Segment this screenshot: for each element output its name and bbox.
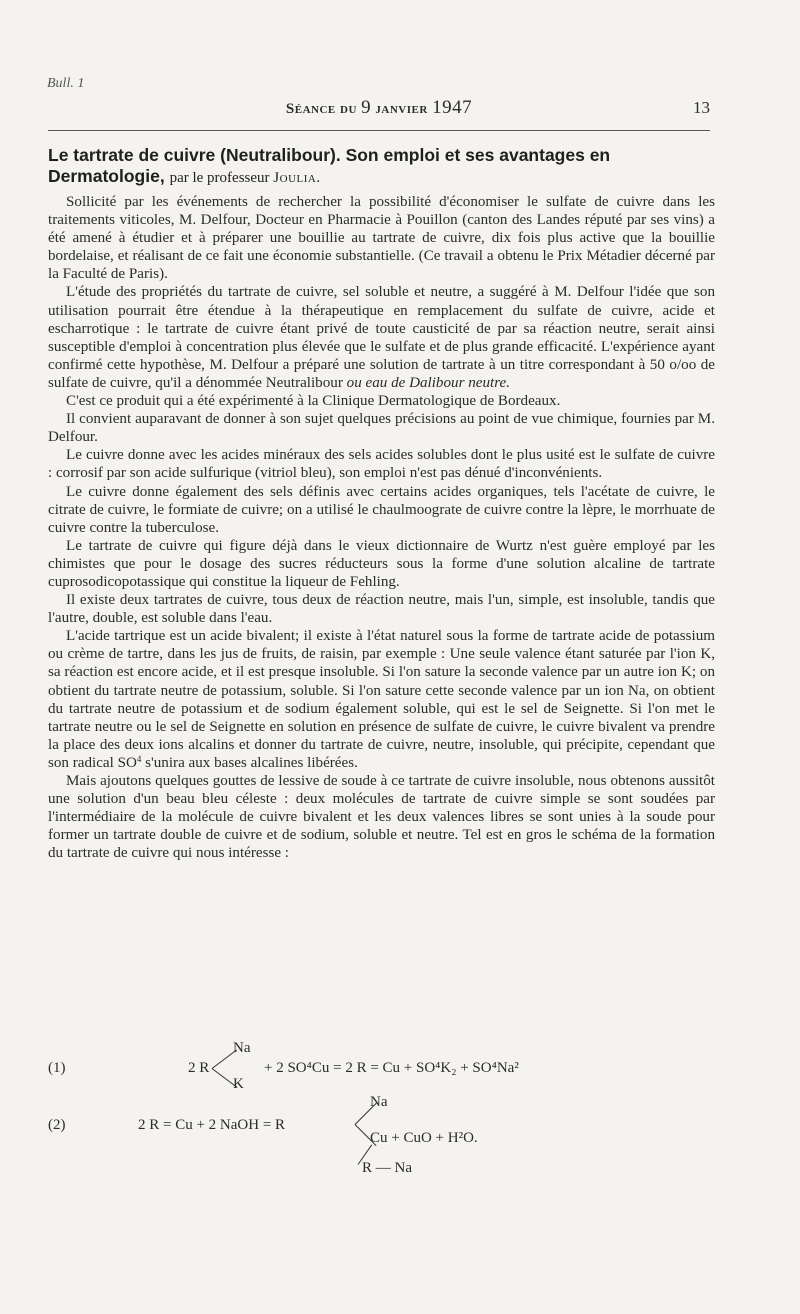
bond-line (212, 1068, 237, 1087)
title-text: Le tartrate de cuivre (Neutralibour). Son emploi et ses avantages en Dermatologie, (48, 145, 611, 186)
title-year: 1947 (432, 97, 473, 118)
title-pre: Séance du (285, 101, 357, 117)
paragraph: Le cuivre donne avec les acides minéraux des sels acides solubles dont le plus usité est le sulfate de cuivre : corrosif par son acide sulfurique (vitriol bleu), son emploi n'est pas dénué d'inconvénients. (48, 447, 715, 482)
equation-2-bottom: R — Na (362, 1160, 412, 1176)
equation-1-na: Na (233, 1040, 251, 1056)
equation-2-na: Na (370, 1094, 388, 1110)
paragraph: Mais ajoutons quelques gouttes de lessive de soude à ce tartrate de cuivre insoluble, nous obtenons aussitôt une solution d'un beau bleu céleste : deux molécules de tartrate de cuivre simple se sont soudées par l'intermédiaire de la molécule de cuivre bivalent et les deux valences libres se sont unies à la soude pour former un tartrate double de cuivre et de sodium, soluble et neutre. Tel est en gros le schéma de la formation du tartrate de cuivre qui nous intéresse : (48, 773, 715, 862)
bond-line (355, 1103, 377, 1125)
paragraph: Le cuivre donne également des sels définis avec certains acides organiques, tels l'acétate de cuivre, le citrate de cuivre, le formiate de cuivre; on a utilisé le chaulmoograte de cuivre contre la lèpre, le morrhuate de cuivre contre la tuberculose. (48, 483, 715, 536)
paragraph-text: s'unira aux bases alcalines libérées. (145, 754, 358, 771)
title-month: janvier (375, 101, 428, 117)
article-body (48, 193, 715, 862)
byline-pre: par le professeur (169, 170, 270, 186)
running-head (48, 94, 710, 124)
title-day: 9 (361, 97, 372, 118)
paragraph: C'est ce produit qui a été expérimenté à la Clinique Dermatologique de Bordeaux. (66, 393, 561, 410)
byline (170, 170, 321, 186)
equation-1-k: K (233, 1076, 244, 1092)
equation-2-lhs: 2 R = Cu + 2 NaOH = R (138, 1117, 286, 1133)
equation-1-label: (1) (48, 1060, 66, 1076)
paragraph-text: L'acide tartrique est un acide bivalent; il existe à l'état naturel sous la forme de tartrate acide de potassium ou crème de tartre, dans les jus de fruits, de raisin, par exemple : Une seule valence étant saturée par l'ion K, sa réaction est encore acide, et il est presque insoluble. Si l'on sature la seconde valence par un autre ion K; on obtient du tartrate neutre de potassium, soluble. Si l'on sature cette seconde valence par un ion Na, on obtient du tartrate neutre de potassium et de sodium également soluble, qui est le sel de Seignette. Si l'on met le tartrate neutre ou le sel de Seignette en solution en présence de sulfate de cuivre, le cuivre bivalent va prendre la place des deux ions alcalins et donner du tartrate de cuivre, neutre, insoluble, qui précipite, cependant que son radical SO (48, 628, 715, 771)
paragraph-text: L'étude des propriétés du tartrate de cuivre, sel soluble et neutre, a suggéré à M. Delfour l'idée que son utilisation pourrait être étendue à la thérapeutique en remplacement du sulfate de cuivre, acide et escharrotique : le tartrate de cuivre étant privé de toute causticité de par sa réaction neutre, serait ainsi susceptible d'emploi à concentration plus élevée que le sulfate et de plus grande efficacité. L'expérience ayant confirmé cette hypothèse, M. Delfour a préparé une solution de tartrate à un titre correspondant à 50 o/oo de sulfate de cuivre, qu'il a dénommée Neutralibour (48, 284, 715, 391)
paragraph (48, 627, 715, 772)
page-number: 13 (693, 98, 710, 117)
paragraph: Il convient auparavant de donner à son sujet quelques précisions au point de vue chimique, fournies par M. Delfour. (48, 411, 715, 446)
session-title (48, 97, 710, 119)
superscript: 4 (136, 753, 142, 764)
equation-1-lhs: 2 R (188, 1060, 210, 1076)
equation-2-label: (2) (48, 1117, 66, 1133)
bond-line (355, 1124, 377, 1146)
author-name: Joulia. (273, 170, 321, 186)
paragraph (48, 283, 715, 392)
bulletin-label: Bull. 1 (47, 76, 85, 91)
equation-2-rest: Cu + CuO + H²O. (370, 1130, 478, 1146)
equation-1-rest: + 2 SO⁴Cu = 2 R = Cu + SO⁴K₂ + SO⁴Na² (264, 1060, 519, 1076)
header-rule (48, 130, 710, 131)
article-title (48, 145, 716, 189)
emphasis-text: ou eau de Dalibour neutre. (346, 374, 510, 391)
bond-line (212, 1049, 237, 1068)
paragraph: Il existe deux tartrates de cuivre, tous deux de réaction neutre, mais l'un, simple, est insoluble, tandis que l'autre, double, est soluble dans l'eau. (48, 592, 715, 627)
paragraph: Sollicité par les événements de rechercher la possibilité d'économiser le sulfate de cuivre dans les traitements viticoles, M. Delfour, Docteur en Pharmacie à Pouillon (canton des Landes réputé par ses vins) a été amené à étudier et à préparer une bouillie au tartrate de cuivre, dix fois plus active que la bouillie bordelaise, et réalisant de ce fait une économie substantielle. (Ce travail a obtenu le Prix Métadier décerné par la Faculté de Paris). (48, 194, 715, 283)
paragraph: Le tartrate de cuivre qui figure déjà dans le vieux dictionnaire de Wurtz n'est guère employé par les chimistes que pour le dosage des sucres réducteurs sous la forme d'une solution alcaline de tartrate cuprosodicopotassique qui constitue la liqueur de Fehling. (48, 537, 715, 590)
bond-line (358, 1145, 373, 1165)
